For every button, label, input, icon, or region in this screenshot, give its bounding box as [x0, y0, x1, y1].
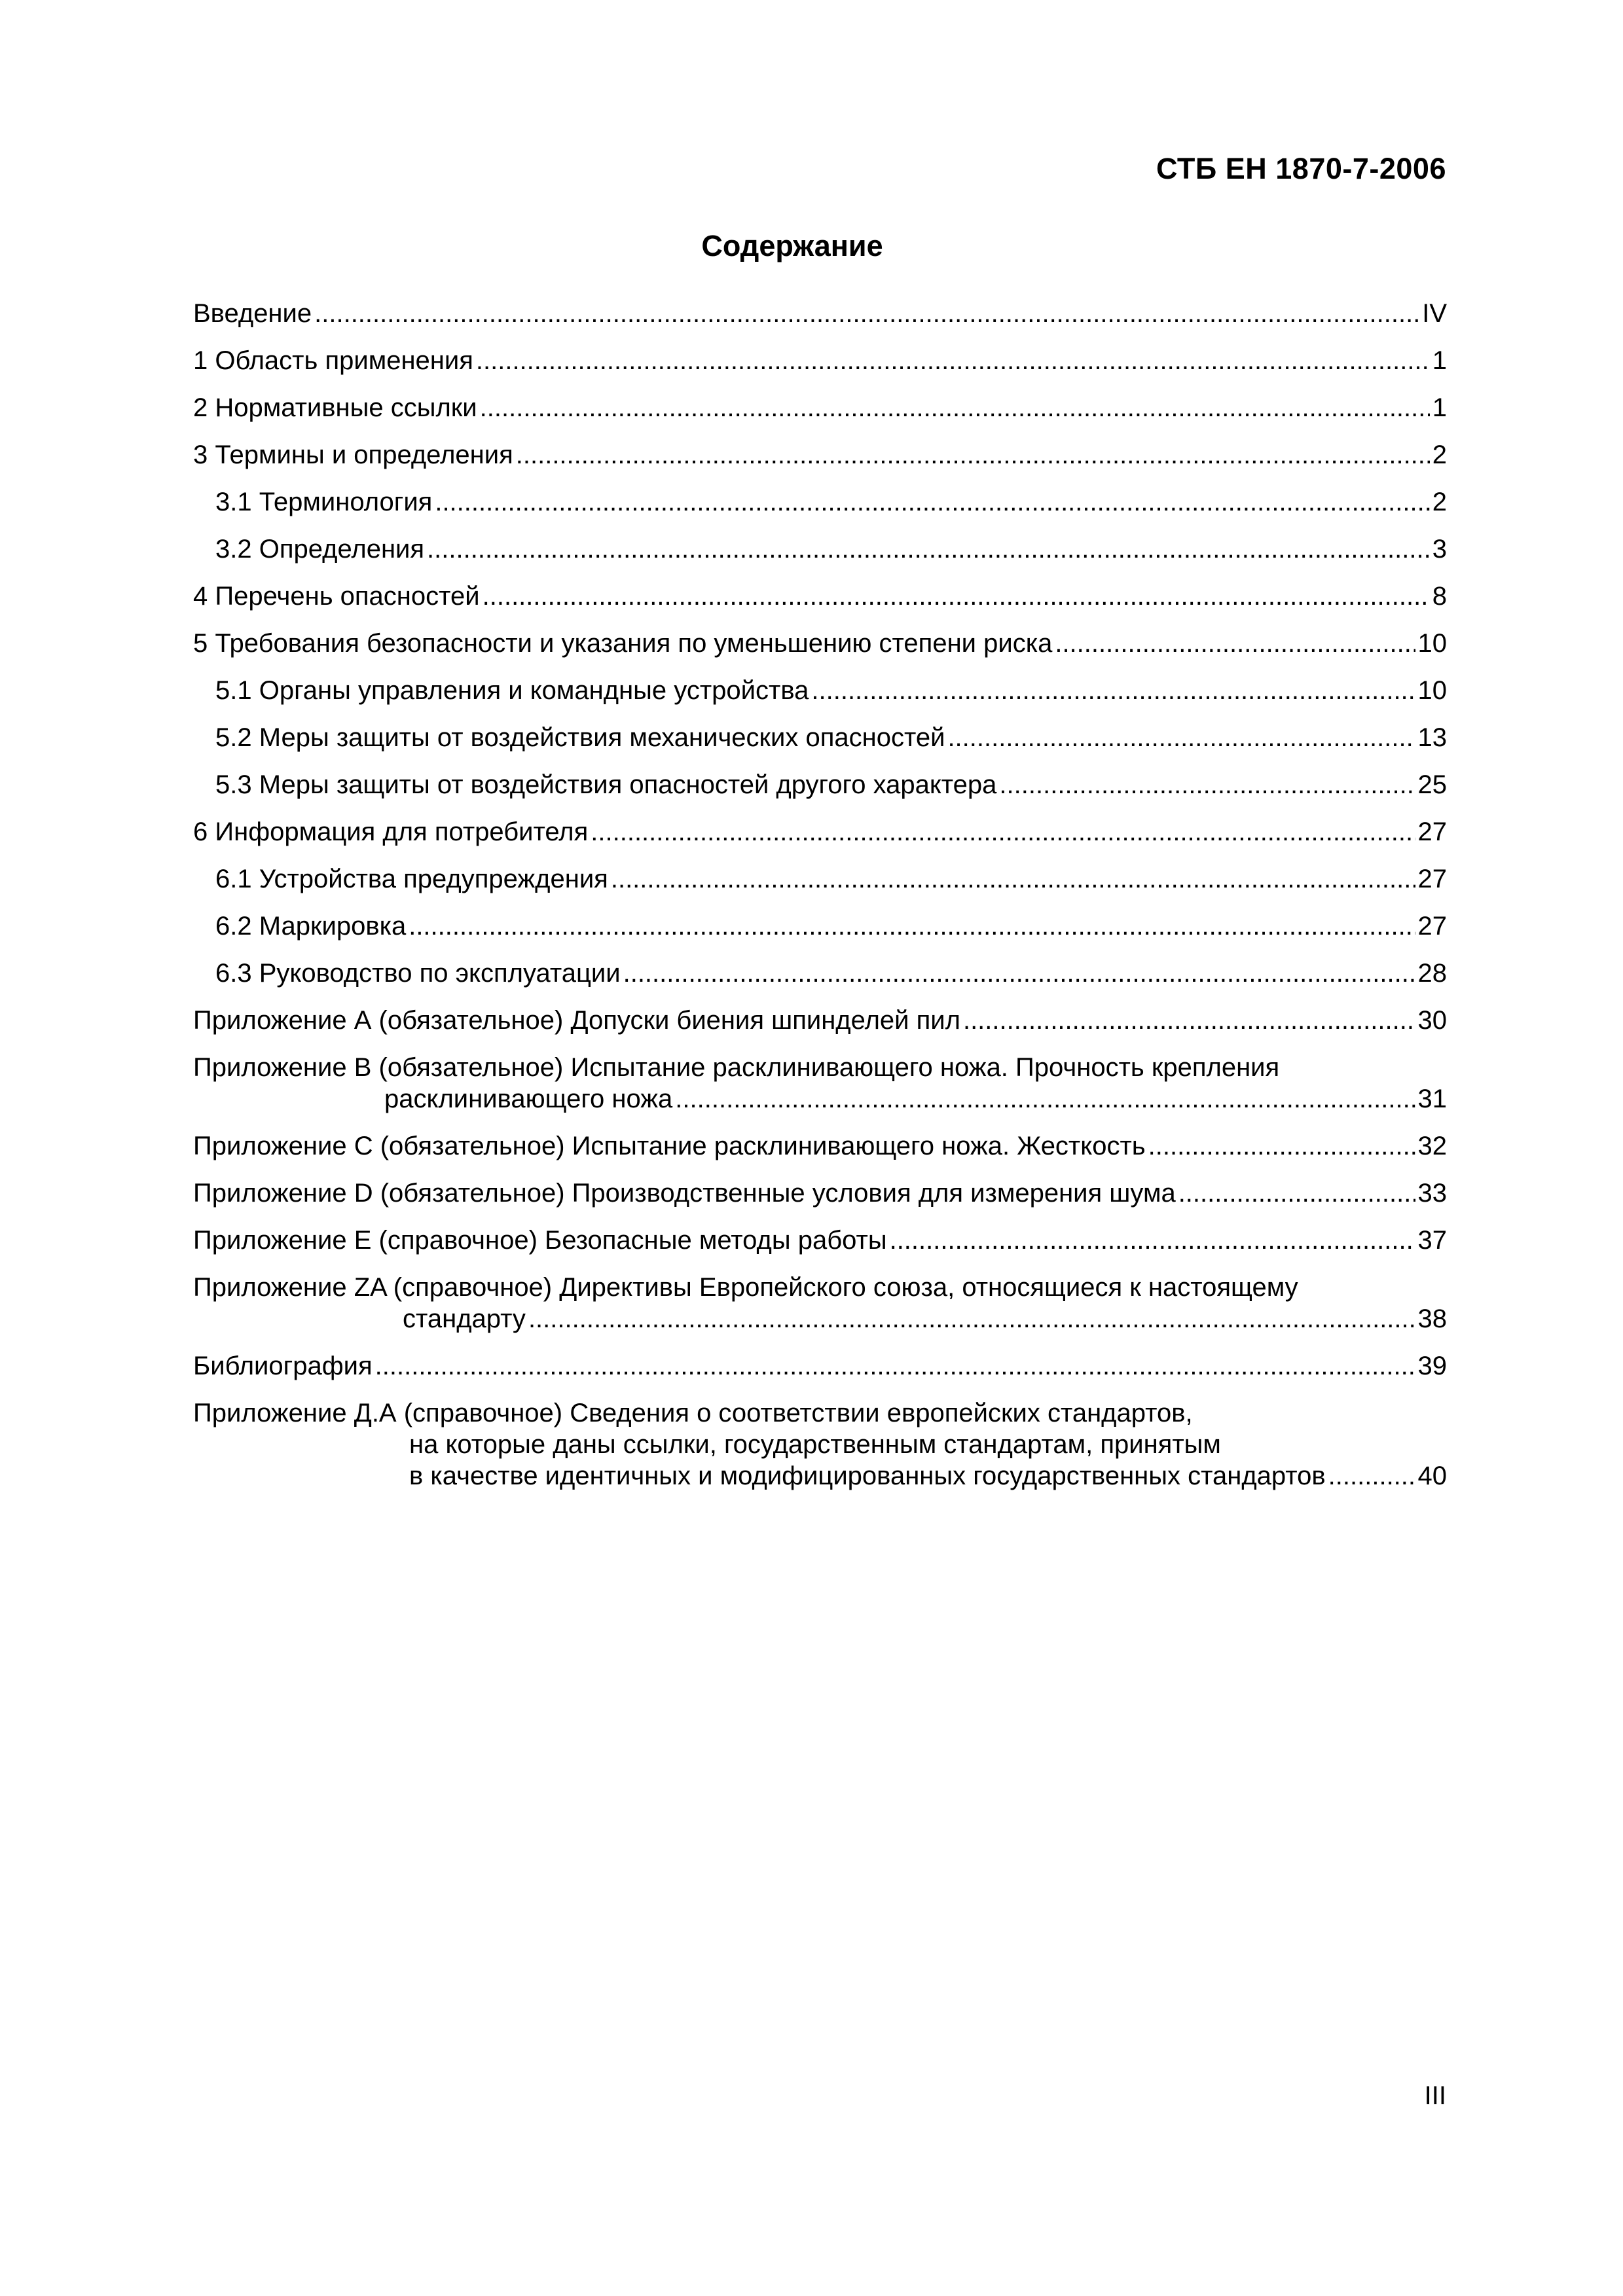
toc-entry-label: 5.2 Меры защиты от воздействия механических опасностей	[215, 723, 945, 752]
toc-entry-page: 3	[1432, 535, 1447, 564]
toc-entry-label: Приложение С (обязательное) Испытание расклинивающего ножа. Жесткость	[193, 1132, 1146, 1160]
toc-entry[interactable]	[193, 863, 1447, 910]
dot-leader	[947, 722, 1415, 753]
toc-entry-page: 13	[1417, 723, 1447, 752]
toc-entry[interactable]	[193, 581, 1447, 628]
dot-leader	[483, 581, 1430, 612]
toc-entry[interactable]	[193, 1397, 1447, 1505]
toc-entry-page: 1	[1432, 393, 1447, 422]
toc-entry-page: 2	[1432, 440, 1447, 469]
toc-entry[interactable]	[193, 1130, 1447, 1177]
dot-leader	[409, 910, 1415, 942]
dot-leader	[963, 1005, 1415, 1036]
dot-leader	[516, 439, 1430, 471]
dot-leader	[675, 1083, 1415, 1115]
toc-entry-label: Приложение D (обязательное) Производственные условия для измерения шума	[193, 1179, 1176, 1208]
toc-entry-page: 30	[1417, 1006, 1447, 1035]
dot-leader	[476, 345, 1430, 376]
toc-entry-label: 1 Область применения	[193, 346, 473, 375]
toc-entry[interactable]	[193, 769, 1447, 816]
toc-entry[interactable]	[193, 345, 1447, 392]
toc-entry-label: 3.1 Терминология	[215, 488, 433, 516]
toc-entry-page: 10	[1417, 676, 1447, 705]
toc-entry-label-continued: стандарту	[403, 1304, 526, 1333]
toc-entry[interactable]	[193, 439, 1447, 486]
dot-leader	[427, 533, 1430, 565]
toc-entry[interactable]	[193, 628, 1447, 675]
toc-entry[interactable]	[193, 1052, 1447, 1130]
toc-entry-page: 33	[1417, 1179, 1447, 1208]
toc-entry-page: 28	[1417, 959, 1447, 988]
dot-leader	[528, 1303, 1415, 1335]
dot-leader	[1178, 1177, 1415, 1209]
toc-entry[interactable]	[193, 533, 1447, 581]
dot-leader	[591, 816, 1415, 848]
toc-entry-label: 3 Термины и определения	[193, 440, 513, 469]
toc-entry-label: 2 Нормативные ссылки	[193, 393, 477, 422]
dot-leader	[890, 1225, 1415, 1256]
dot-leader	[811, 675, 1415, 706]
document-code: СТБ ЕН 1870-7-2006	[1156, 152, 1446, 185]
toc-entry-label: Приложение ZA (справочное) Директивы Европейского союза, относящиеся к настоящему	[193, 1273, 1298, 1302]
toc-entry[interactable]	[193, 958, 1447, 1005]
toc-entry-label: 4 Перечень опасностей	[193, 582, 480, 611]
toc-entry-label-continued: в качестве идентичных и модифицированных государственных стандартов	[409, 1462, 1326, 1490]
dot-leader	[1055, 628, 1415, 659]
toc-entry-page: 27	[1417, 865, 1447, 893]
toc-entry-page: 27	[1417, 912, 1447, 941]
toc-entry-page: 32	[1417, 1132, 1447, 1160]
toc-entry[interactable]	[193, 1272, 1447, 1350]
dot-leader	[1328, 1460, 1415, 1492]
toc-entry[interactable]	[193, 392, 1447, 439]
toc-entry[interactable]	[193, 1177, 1447, 1225]
dot-leader	[435, 486, 1429, 518]
toc-entry[interactable]	[193, 486, 1447, 533]
toc-entry-label: 3.2 Определения	[215, 535, 425, 564]
toc-entry[interactable]	[193, 1350, 1447, 1397]
toc-entry-page: IV	[1422, 299, 1447, 328]
toc-entry-label: 5.3 Меры защиты от воздействия опасностей другого характера	[215, 770, 997, 799]
toc-entry-label: Приложение Д.А (справочное) Сведения о соответствии европейских стандартов,	[193, 1399, 1193, 1427]
table-of-contents	[193, 298, 1447, 1505]
toc-entry-label: Библиография	[193, 1352, 373, 1380]
toc-entry-page: 1	[1432, 346, 1447, 375]
toc-entry[interactable]	[193, 1225, 1447, 1272]
toc-entry[interactable]	[193, 816, 1447, 863]
toc-entry[interactable]	[193, 910, 1447, 958]
toc-entry-label-continued: расклинивающего ножа	[384, 1085, 673, 1113]
toc-entry-page: 10	[1417, 629, 1447, 658]
toc-entry-label: 6.1 Устройства предупреждения	[215, 865, 608, 893]
dot-leader	[1148, 1130, 1415, 1162]
toc-entry[interactable]	[193, 722, 1447, 769]
dot-leader	[611, 863, 1415, 895]
toc-entry-label: 6.2 Маркировка	[215, 912, 407, 941]
toc-entry-label: Приложение Е (справочное) Безопасные методы работы	[193, 1226, 887, 1255]
toc-entry-label: Приложение В (обязательное) Испытание расклинивающего ножа. Прочность крепления	[193, 1053, 1280, 1082]
toc-entry-label-continued: на которые даны ссылки, государственным стандартам, принятым	[409, 1430, 1221, 1459]
dot-leader	[314, 298, 1419, 329]
toc-entry-page: 8	[1432, 582, 1447, 611]
toc-entry[interactable]	[193, 1005, 1447, 1052]
toc-entry-page: 25	[1417, 770, 1447, 799]
dot-leader	[999, 769, 1415, 800]
toc-entry-label: 5 Требования безопасности и указания по уменьшению степени риска	[193, 629, 1053, 658]
dot-leader	[480, 392, 1430, 423]
toc-entry-label: Введение	[193, 299, 312, 328]
toc-entry[interactable]	[193, 675, 1447, 722]
dot-leader	[375, 1350, 1415, 1382]
toc-entry-label: Приложение А (обязательное) Допуски биения шпинделей пил	[193, 1006, 960, 1035]
toc-entry-page: 31	[1417, 1085, 1447, 1113]
toc-entry-page: 38	[1417, 1304, 1447, 1333]
toc-entry-label: 6 Информация для потребителя	[193, 817, 589, 846]
toc-entry[interactable]	[193, 298, 1447, 345]
dot-leader	[623, 958, 1415, 989]
toc-entry-page: 27	[1417, 817, 1447, 846]
toc-entry-label: 5.1 Органы управления и командные устройства	[215, 676, 809, 705]
toc-title: Содержание	[701, 229, 883, 262]
toc-entry-page: 40	[1417, 1462, 1447, 1490]
page-number: III	[1424, 2081, 1446, 2110]
toc-entry-page: 2	[1432, 488, 1447, 516]
toc-entry-page: 39	[1417, 1352, 1447, 1380]
toc-entry-page: 37	[1417, 1226, 1447, 1255]
toc-entry-label: 6.3 Руководство по эксплуатации	[215, 959, 621, 988]
